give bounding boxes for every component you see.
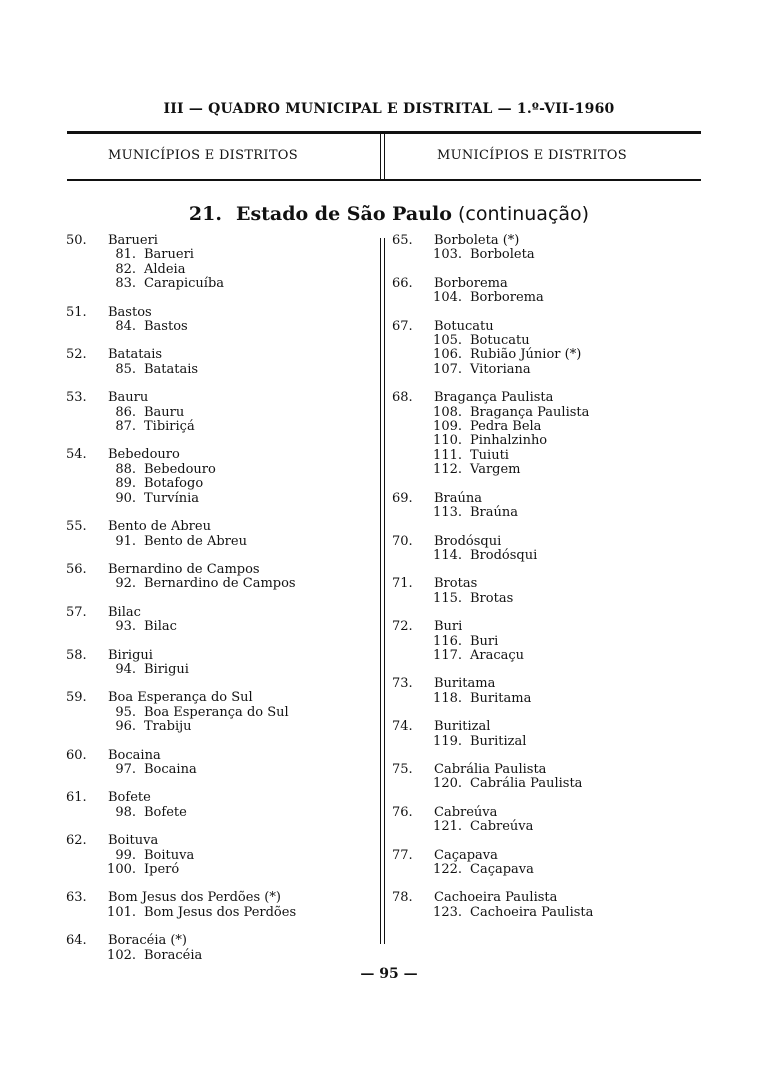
district-number: 100. — [107, 862, 136, 877]
municipality-number: 61. — [66, 790, 87, 806]
municipality-entry — [66, 934, 376, 963]
district-name: Borborema — [470, 290, 544, 306]
municipality-name: Brodósqui — [434, 533, 502, 549]
district-row — [66, 849, 376, 863]
district-row — [392, 506, 692, 520]
district-row — [66, 535, 376, 549]
district-number: 96. — [115, 719, 136, 735]
district-row — [392, 348, 692, 362]
district-number: 104. — [433, 290, 462, 306]
district-name: Cachoeira Paulista — [470, 904, 594, 920]
district-row — [392, 420, 692, 434]
municipality-entry — [66, 234, 376, 292]
district-row — [66, 763, 376, 777]
district-row — [66, 320, 376, 334]
municipality-row — [392, 806, 692, 820]
district-row — [66, 720, 376, 734]
district-row — [66, 577, 376, 591]
district-number: 107. — [433, 361, 462, 377]
municipality-entry — [392, 320, 692, 378]
district-number: 87. — [115, 419, 136, 435]
municipality-number: 54. — [66, 447, 87, 463]
municipality-name: Bocaina — [108, 747, 161, 763]
district-name: Carapicuíba — [144, 276, 225, 292]
district-row — [66, 492, 376, 506]
header-divider — [384, 134, 385, 179]
district-row — [392, 906, 692, 920]
municipality-row — [392, 535, 692, 549]
municipality-name: Bilac — [108, 604, 141, 620]
municipality-name: Boracéia (*) — [108, 933, 188, 949]
municipality-entry — [66, 448, 376, 506]
municipality-row — [392, 849, 692, 863]
district-number: 108. — [433, 404, 462, 420]
district-row — [392, 549, 692, 563]
district-row — [392, 735, 692, 749]
district-row — [66, 477, 376, 491]
district-number: 86. — [115, 404, 136, 420]
municipality-entry — [392, 620, 692, 663]
municipality-number: 55. — [66, 519, 87, 535]
municipality-number: 53. — [66, 390, 87, 406]
municipality-name: Caçapava — [434, 847, 498, 863]
district-row — [392, 649, 692, 663]
district-row — [66, 363, 376, 377]
district-name: Botucatu — [470, 333, 530, 349]
state-number: 21. — [188, 203, 222, 225]
municipality-row — [392, 234, 692, 248]
district-number: 113. — [433, 505, 462, 521]
municipality-entry — [66, 606, 376, 635]
municipality-row — [66, 891, 376, 905]
district-row — [392, 692, 692, 706]
district-name: Bernardino de Campos — [144, 576, 296, 592]
district-row — [66, 277, 376, 291]
district-number: 116. — [433, 633, 462, 649]
municipality-row — [392, 577, 692, 591]
district-number: 122. — [433, 862, 462, 877]
municipality-entry — [66, 749, 376, 778]
header-bottom-rule — [67, 179, 701, 181]
municipality-entry — [392, 277, 692, 306]
municipality-name: Bento de Abreu — [108, 519, 211, 535]
district-name: Brotas — [470, 590, 514, 606]
municipality-number: 59. — [66, 690, 87, 706]
municipality-row — [66, 520, 376, 534]
district-name: Tibiriçá — [144, 419, 195, 435]
district-number: 90. — [115, 490, 136, 506]
municipality-name: Cachoeira Paulista — [434, 890, 558, 906]
municipality-name: Botucatu — [434, 318, 494, 334]
district-name: Borboleta — [470, 247, 535, 263]
municipality-row — [66, 234, 376, 248]
district-number: 81. — [115, 247, 136, 263]
municipality-name: Barueri — [108, 233, 158, 248]
district-name: Bento de Abreu — [144, 533, 247, 549]
district-number: 118. — [433, 690, 462, 706]
municipality-entry — [66, 691, 376, 734]
district-name: Braúna — [470, 505, 519, 521]
municipality-row — [392, 277, 692, 291]
header-divider — [380, 134, 381, 179]
municipality-entry — [66, 391, 376, 434]
district-row — [392, 363, 692, 377]
state-continuation: (continuação) — [457, 203, 590, 225]
municipality-name: Cabrália Paulista — [434, 761, 547, 777]
municipality-entry — [66, 834, 376, 877]
district-name: Buri — [470, 633, 499, 649]
municipality-row — [392, 720, 692, 734]
district-row — [66, 663, 376, 677]
municipality-row — [392, 891, 692, 905]
district-row — [392, 863, 692, 877]
district-row — [66, 248, 376, 262]
right-column — [392, 234, 692, 934]
municipality-number: 67. — [392, 318, 413, 334]
municipality-row — [66, 791, 376, 805]
municipality-entry — [392, 535, 692, 564]
district-number: 92. — [115, 576, 136, 592]
district-number: 105. — [433, 333, 462, 349]
municipality-row — [66, 606, 376, 620]
district-name: Bebedouro — [144, 461, 216, 477]
district-row — [392, 777, 692, 791]
municipality-row — [66, 934, 376, 948]
municipality-name: Brotas — [434, 576, 478, 592]
district-number: 114. — [433, 547, 462, 563]
municipality-number: 75. — [392, 761, 413, 777]
district-number: 93. — [115, 619, 136, 635]
municipality-name: Cabreúva — [434, 804, 498, 820]
municipality-name: Buritizal — [434, 719, 491, 735]
district-name: Boracéia — [144, 947, 203, 963]
municipality-row — [66, 563, 376, 577]
district-name: Cabrália Paulista — [470, 776, 583, 792]
municipality-entry — [392, 849, 692, 878]
district-number: 112. — [433, 462, 462, 478]
district-number: 94. — [115, 661, 136, 677]
district-row — [66, 263, 376, 277]
municipality-entry — [392, 234, 692, 263]
municipality-name: Bastos — [108, 304, 152, 320]
district-row — [66, 806, 376, 820]
municipality-row — [66, 348, 376, 362]
municipality-number: 77. — [392, 847, 413, 863]
municipality-row — [392, 320, 692, 334]
district-number: 91. — [115, 533, 136, 549]
district-number: 115. — [433, 590, 462, 606]
state-name: Estado de São Paulo — [235, 203, 452, 225]
district-number: 98. — [115, 804, 136, 820]
district-name: Barueri — [144, 247, 194, 263]
district-name: Vargem — [470, 462, 521, 478]
running-head: III — QUADRO MUNICIPAL E DISTRITAL — 1.º-VII-1960 — [163, 101, 615, 117]
municipality-name: Borboleta (*) — [434, 233, 520, 248]
district-row — [392, 248, 692, 262]
municipality-row — [392, 391, 692, 405]
municipality-row — [66, 749, 376, 763]
municipality-name: Boituva — [108, 833, 159, 849]
district-name: Botafogo — [144, 476, 204, 492]
municipality-entry — [66, 791, 376, 820]
municipality-number: 71. — [392, 576, 413, 592]
district-name: Batatais — [144, 361, 199, 377]
district-row — [66, 706, 376, 720]
municipality-number: 51. — [66, 304, 87, 320]
municipality-row — [66, 691, 376, 705]
district-name: Turvínia — [144, 490, 200, 506]
district-row — [66, 420, 376, 434]
municipality-name: Bragança Paulista — [434, 390, 554, 406]
district-number: 117. — [433, 647, 462, 663]
municipality-entry — [66, 306, 376, 335]
district-number: 99. — [115, 847, 136, 863]
district-name: Bauru — [144, 404, 185, 420]
municipality-name: Buritama — [434, 676, 496, 692]
district-row — [392, 334, 692, 348]
district-row — [66, 406, 376, 420]
municipality-row — [392, 677, 692, 691]
municipality-name: Borborema — [434, 275, 508, 291]
municipality-name: Batatais — [108, 347, 163, 363]
municipality-number: 74. — [392, 719, 413, 735]
municipality-entry — [392, 891, 692, 920]
municipality-row — [392, 620, 692, 634]
district-row — [392, 434, 692, 448]
district-name: Bocaina — [144, 761, 197, 777]
municipality-number: 58. — [66, 647, 87, 663]
municipality-number: 50. — [66, 233, 87, 248]
district-name: Bastos — [144, 319, 188, 335]
municipality-entry — [392, 720, 692, 749]
municipality-entry — [66, 649, 376, 678]
municipality-name: Boa Esperança do Sul — [108, 690, 253, 706]
district-number: 120. — [433, 776, 462, 792]
municipality-number: 64. — [66, 933, 87, 949]
district-number: 84. — [115, 319, 136, 335]
district-name: Pedra Bela — [470, 419, 542, 435]
district-row — [392, 592, 692, 606]
municipality-row — [66, 306, 376, 320]
district-name: Aldeia — [144, 261, 186, 277]
district-number: 111. — [433, 447, 462, 463]
district-number: 121. — [433, 819, 462, 835]
district-name: Caçapava — [470, 862, 534, 877]
district-row — [66, 863, 376, 877]
municipality-name: Bauru — [108, 390, 149, 406]
district-name: Iperó — [144, 862, 180, 877]
district-name: Aracaçu — [470, 647, 525, 663]
municipality-number: 69. — [392, 490, 413, 506]
district-name: Trabiju — [144, 719, 192, 735]
district-number: 119. — [433, 733, 462, 749]
municipality-row — [392, 492, 692, 506]
column-divider — [380, 238, 381, 944]
district-row — [392, 820, 692, 834]
municipality-number: 65. — [392, 233, 413, 248]
district-row — [66, 620, 376, 634]
municipality-entry — [392, 577, 692, 606]
municipality-name: Buri — [434, 619, 463, 635]
municipality-name: Bebedouro — [108, 447, 180, 463]
district-name: Birigui — [144, 661, 189, 677]
municipality-number: 68. — [392, 390, 413, 406]
municipality-number: 57. — [66, 604, 87, 620]
district-number: 88. — [115, 461, 136, 477]
municipality-number: 66. — [392, 275, 413, 291]
district-name: Bom Jesus dos Perdões — [144, 904, 297, 920]
district-row — [392, 463, 692, 477]
municipality-number: 62. — [66, 833, 87, 849]
district-name: Bofete — [144, 804, 187, 820]
municipality-name: Braúna — [434, 490, 483, 506]
district-number: 109. — [433, 419, 462, 435]
district-name: Boa Esperança do Sul — [144, 704, 289, 720]
page-number: — 95 — — [360, 966, 418, 982]
district-number: 85. — [115, 361, 136, 377]
district-number: 103. — [433, 247, 462, 263]
municipality-number: 52. — [66, 347, 87, 363]
municipality-entry — [392, 763, 692, 792]
municipality-row — [66, 448, 376, 462]
district-number: 89. — [115, 476, 136, 492]
district-row — [66, 906, 376, 920]
district-name: Tuiuti — [470, 447, 509, 463]
district-number: 102. — [107, 947, 136, 963]
district-name: Pinhalzinho — [470, 433, 548, 449]
municipality-row — [66, 391, 376, 405]
district-row — [392, 635, 692, 649]
municipality-number: 56. — [66, 561, 87, 577]
district-row — [66, 463, 376, 477]
municipality-number: 78. — [392, 890, 413, 906]
district-name: Buritizal — [470, 733, 527, 749]
municipality-name: Birigui — [108, 647, 153, 663]
column-header-left: MUNICÍPIOS E DISTRITOS — [108, 148, 298, 163]
municipality-number: 72. — [392, 619, 413, 635]
district-number: 123. — [433, 904, 462, 920]
district-name: Bilac — [144, 619, 177, 635]
column-header-right: MUNICÍPIOS E DISTRITOS — [437, 148, 627, 163]
municipality-entry — [66, 348, 376, 377]
municipality-number: 73. — [392, 676, 413, 692]
district-name: Vitoriana — [470, 361, 531, 377]
municipality-row — [66, 649, 376, 663]
municipality-number: 63. — [66, 890, 87, 906]
district-name: Buritama — [470, 690, 532, 706]
municipality-entry — [66, 520, 376, 549]
municipality-name: Bofete — [108, 790, 151, 806]
district-row — [392, 406, 692, 420]
left-column — [66, 234, 376, 977]
municipality-entry — [66, 563, 376, 592]
district-number: 106. — [433, 347, 462, 363]
district-number: 110. — [433, 433, 462, 449]
district-row — [392, 449, 692, 463]
municipality-entry — [392, 806, 692, 835]
district-name: Brodósqui — [470, 547, 538, 563]
municipality-number: 76. — [392, 804, 413, 820]
district-name: Bragança Paulista — [470, 404, 590, 420]
state-title — [0, 203, 778, 225]
district-name: Boituva — [144, 847, 195, 863]
municipality-number: 60. — [66, 747, 87, 763]
municipality-entry — [392, 677, 692, 706]
district-number: 101. — [107, 904, 136, 920]
municipality-entry — [392, 492, 692, 521]
column-divider — [384, 238, 385, 944]
district-number: 82. — [115, 261, 136, 277]
municipality-entry — [66, 891, 376, 920]
municipality-name: Bernardino de Campos — [108, 561, 260, 577]
municipality-name: Bom Jesus dos Perdões (*) — [108, 890, 281, 906]
district-name: Cabreúva — [470, 819, 534, 835]
district-number: 97. — [115, 761, 136, 777]
district-number: 83. — [115, 276, 136, 292]
municipality-row — [66, 834, 376, 848]
municipality-number: 70. — [392, 533, 413, 549]
district-name: Rubião Júnior (*) — [470, 347, 582, 363]
district-number: 95. — [115, 704, 136, 720]
district-row — [392, 291, 692, 305]
district-row — [66, 949, 376, 963]
municipality-entry — [392, 391, 692, 477]
municipality-row — [392, 763, 692, 777]
